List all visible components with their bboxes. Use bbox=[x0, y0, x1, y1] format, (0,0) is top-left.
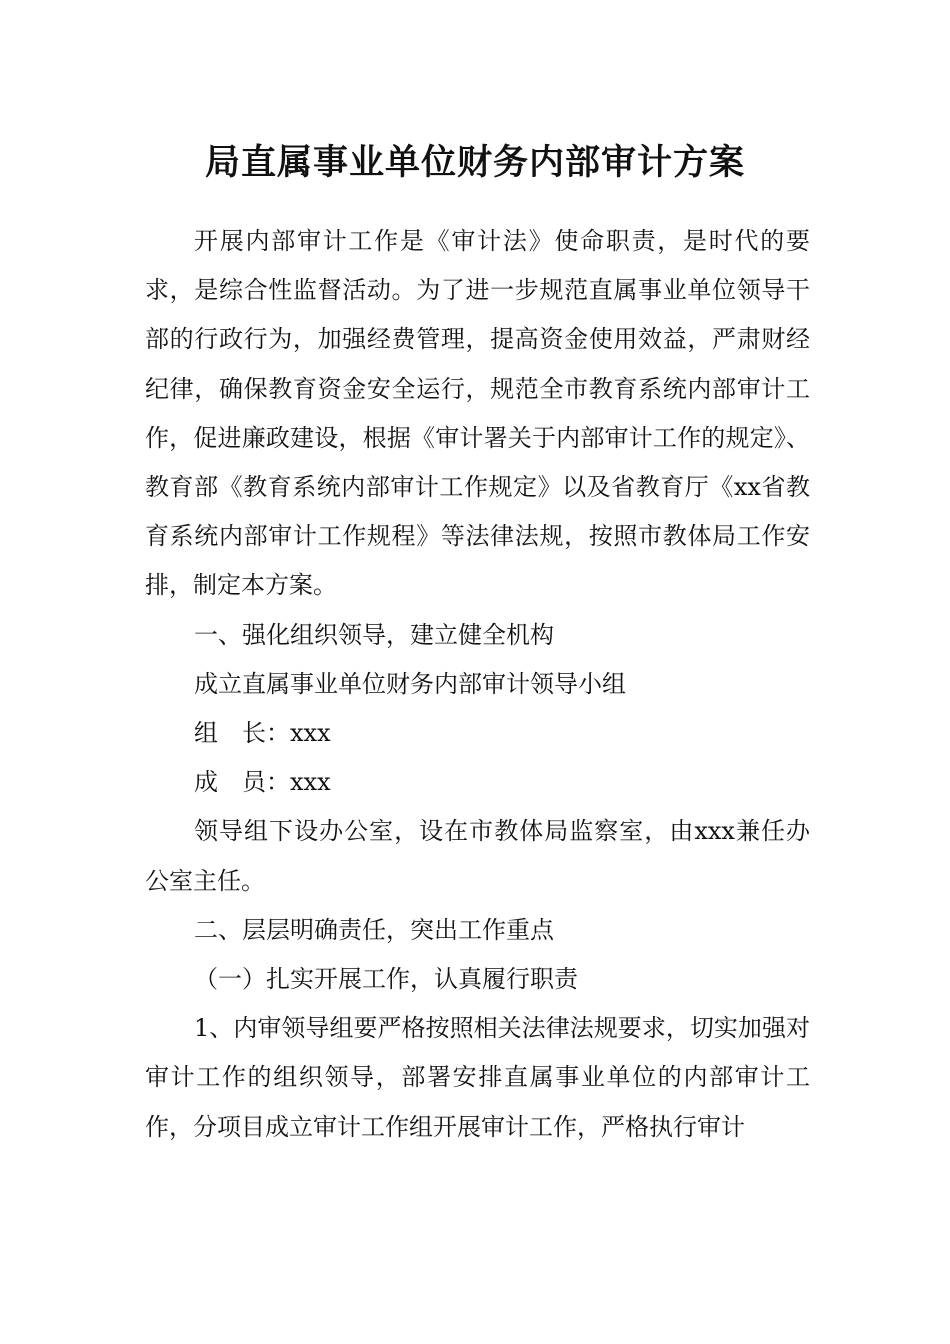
paragraph-group-setup: 成立直属事业单位财务内部审计领导小组 bbox=[194, 669, 626, 698]
paragraph-group-leader: 组 长：xxx bbox=[194, 719, 331, 748]
paragraph-intro: 开展内部审计工作是《审计法》使命职责，是时代的要求，是综合性监督活动。为了进一步规范直属事业单位领导干部的行政行为，加强经费管理，提高资金使用效益，严肃财经纪律，确保教育资金安全运行，规范全市教育系统内部审计工作，促进廉政建设，根据《审计署关于内部审计工作的规定》、教育部《教育系统内部审计工作规定》以及省教育厅《xx省教育系统内部审计工作规程》等法律法规，按照市教体局工作安排，制定本方案。 bbox=[145, 227, 810, 600]
paragraph-item-1: 1、内审领导组要严格按照相关法律法规要求，切实加强对审计工作的组织领导，部署安排直属事业单位的内部审计工作，分项目成立审计工作组开展审计工作，严格执行审计 bbox=[145, 1014, 810, 1141]
paragraph-group-members: 成 员：xxx bbox=[194, 768, 331, 797]
heading-section-1: 一、强化组织领导，建立健全机构 bbox=[194, 620, 554, 649]
document-title: 局直属事业单位财务内部审计方案 bbox=[204, 142, 745, 183]
heading-section-2: 二、层层明确责任，突出工作重点 bbox=[194, 915, 554, 944]
document-body bbox=[145, 217, 810, 1152]
heading-subsection-1: （一）扎实开展工作，认真履行职责 bbox=[194, 965, 578, 994]
paragraph-office: 领导组下设办公室，设在市教体局监察室，由xxx兼任办公室主任。 bbox=[145, 817, 810, 895]
